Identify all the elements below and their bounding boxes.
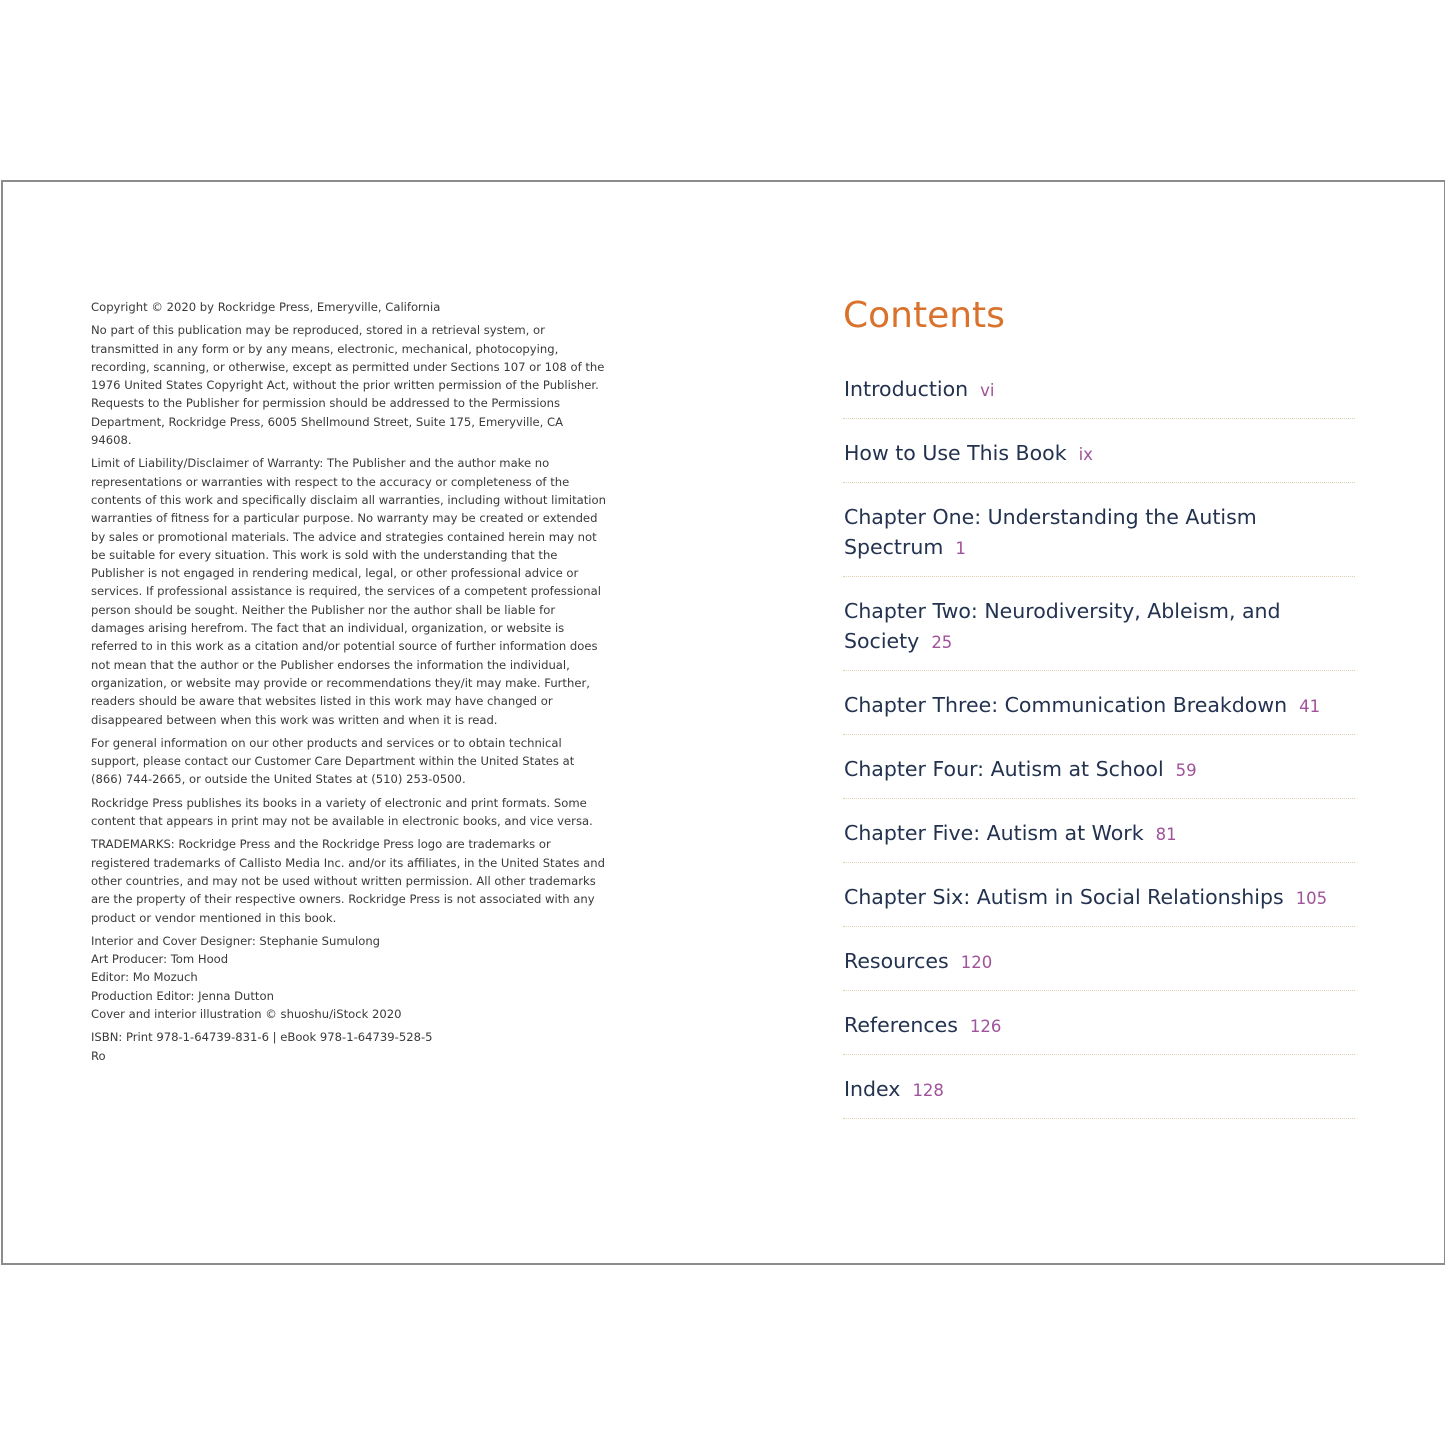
book-spread xyxy=(1,180,1445,1265)
credit-production-editor: Production Editor: Jenna Dutton xyxy=(91,988,274,1003)
credit-art-producer: Art Producer: Tom Hood xyxy=(91,952,229,967)
customer-care-paragraph: For general information on our other products and services or to obtain technical support, please contact our Customer Care Department within the United States at (866) 744-2665, or outside the United States at (510) 253-0500. xyxy=(91,735,575,787)
toc-entry-page: 81 xyxy=(1155,825,1177,844)
formats-paragraph: Rockridge Press publishes its books in a variety of electronic and print formats. Some content that appears in print may not be available in electronic books, and vice versa. xyxy=(91,795,593,829)
toc-entry[interactable] xyxy=(843,812,1355,863)
toc-entry-page: 1 xyxy=(955,539,966,558)
toc-entry[interactable] xyxy=(843,1004,1355,1055)
toc-entry-title: Resources xyxy=(844,949,949,973)
toc-entry-page: 128 xyxy=(912,1081,944,1100)
toc-entry[interactable] xyxy=(843,876,1355,927)
trademarks-paragraph: TRADEMARKS: Rockridge Press and the Rockridge Press logo are trademarks or registered trademarks of Callisto Media Inc. and/or its affiliates, in the United States and other countries, and may not be used without written permission. All other trademarks are the property of their respective owners. Rockridge Press is not associated with any product or vendor mentioned in this book. xyxy=(91,837,605,925)
toc-entry[interactable] xyxy=(843,940,1355,991)
toc-entry-title: Chapter Six: Autism in Social Relationships xyxy=(844,885,1284,909)
contents-heading: Contents xyxy=(843,295,1005,336)
toc-entry-title: Chapter Two: Neurodiversity, Ableism, and Society xyxy=(844,599,1281,653)
toc-entry-page: vi xyxy=(980,381,995,400)
toc-entry[interactable] xyxy=(843,496,1355,577)
toc-entry[interactable] xyxy=(843,368,1355,419)
toc-entry-page: 126 xyxy=(969,1017,1002,1036)
toc-entry[interactable] xyxy=(843,684,1355,735)
toc-entry[interactable] xyxy=(843,748,1355,799)
toc-entry-page: ix xyxy=(1078,445,1093,464)
toc-entry-title: Chapter One: Understanding the Autism Spectrum xyxy=(844,505,1257,559)
toc-entry-page: 120 xyxy=(960,953,993,972)
toc-entry[interactable] xyxy=(843,432,1355,483)
toc-entry-page: 105 xyxy=(1295,889,1328,908)
copyright-page xyxy=(91,298,606,1065)
credit-editor: Editor: Mo Mozuch xyxy=(91,970,198,985)
toc-entry-title: References xyxy=(844,1013,958,1037)
isbn-line: ISBN: Print 978-1-64739-831-6 | eBook 978-1-64739-528-5 xyxy=(91,1030,433,1045)
credit-designer: Interior and Cover Designer: Stephanie Sumulong xyxy=(91,933,381,948)
toc-entry[interactable] xyxy=(843,1068,1355,1119)
toc-entry-title: Chapter Five: Autism at Work xyxy=(844,821,1144,845)
toc-entry-title: How to Use This Book xyxy=(844,441,1067,465)
printing-code: Ro xyxy=(91,1048,106,1063)
toc-entry[interactable] xyxy=(843,590,1355,671)
toc-entry-title: Chapter Four: Autism at School xyxy=(844,757,1164,781)
disclaimer-paragraph: Limit of Liability/Disclaimer of Warranty: The Publisher and the author make no representations or warranties with respect to the accuracy or completeness of the contents of this work and specifically disclaim all warranties, including without limitation warranties of fitness for a particular purpose. No warranty may be created or extended by sales or promotional materials. The advice and strategies contained herein may not be suitable for every situation. This work is sold with the understanding that the Publisher is not engaged in rendering medical, legal, or other professional advice or services. If professional assistance is required, the services of a competent professional person should be sought. Neither the Publisher nor the author shall be liable for damages arising herefrom. The fact that an individual, organization, or website is referred to in this work as a citation and/or potential source of further information does not mean that the author or the Publisher endorses the information the individual, organization, or website may provide or recommendations they/it may make. Further, readers should be aware that websites listed in this work may have changed or disappeared between when this work was written and when it is read. xyxy=(91,456,606,727)
toc-entry-title: Index xyxy=(844,1077,901,1101)
toc-entry-page: 59 xyxy=(1175,761,1197,780)
credit-illustration: Cover and interior illustration © shuoshu/iStock 2020 xyxy=(91,1006,402,1021)
copyright-line: Copyright © 2020 by Rockridge Press, Emeryville, California xyxy=(91,300,441,314)
toc-entry-title: Introduction xyxy=(844,377,969,401)
rights-paragraph: No part of this publication may be reproduced, stored in a retrieval system, or transmitted in any form or by any means, electronic, mechanical, photocopying, recording, scanning, or otherwise, except as permitted under Sections 107 or 108 of the 1976 United States Copyright Act, without the prior written permission of the Publisher. Requests to the Publisher for permission should be addressed to the Permissions Department, Rockridge Press, 6005 Shellmound Street, Suite 175, Emeryville, CA 94608. xyxy=(91,323,605,448)
contents-page xyxy=(843,290,1355,1132)
toc-entry-page: 41 xyxy=(1299,697,1321,716)
toc-entry-page: 25 xyxy=(931,633,953,652)
toc-entry-title: Chapter Three: Communication Breakdown xyxy=(844,693,1288,717)
